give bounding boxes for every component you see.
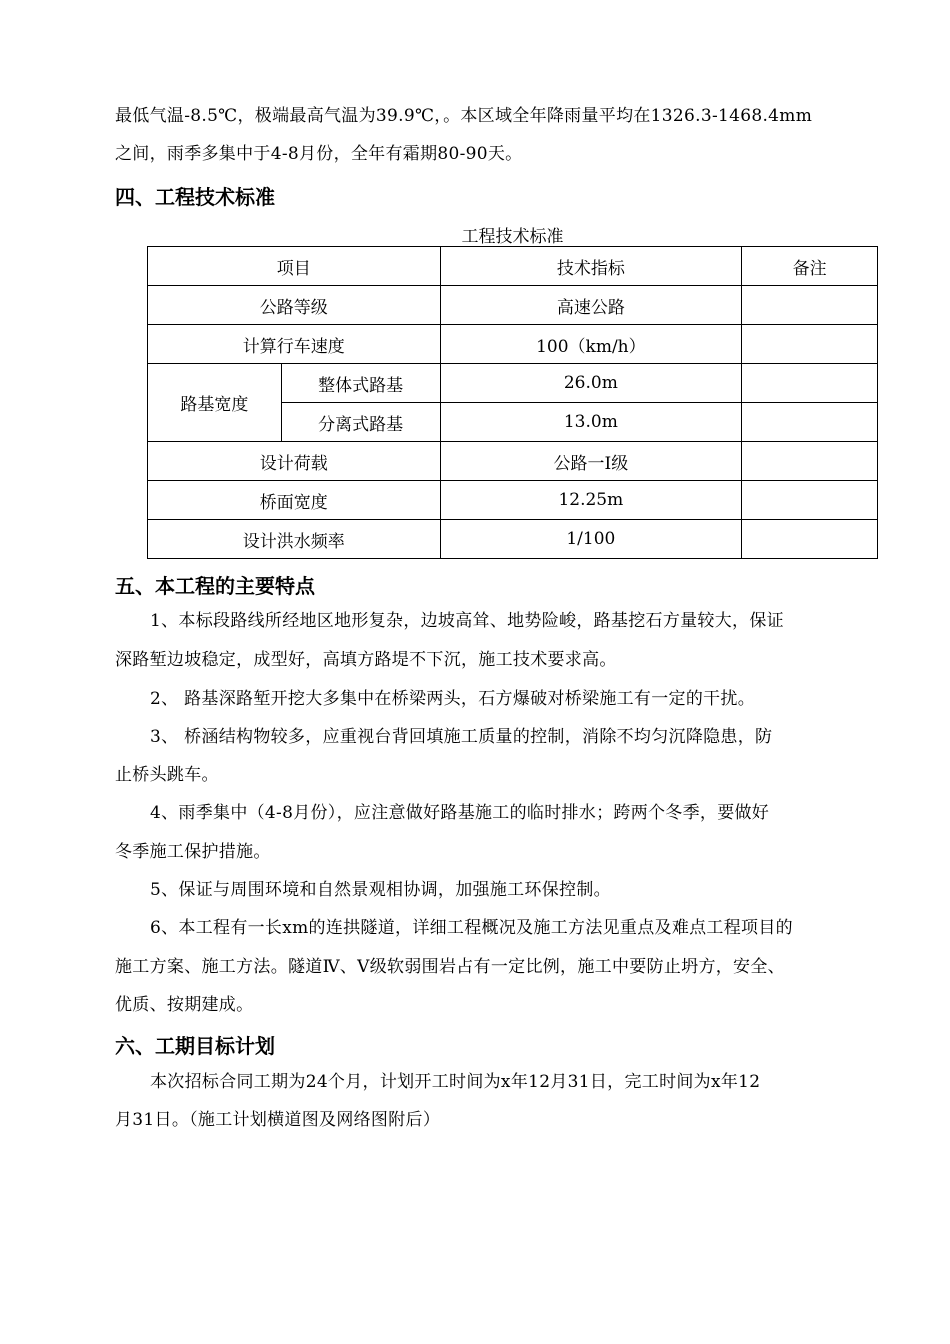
paragraph-line: 本次招标合同工期为24个月，计划开工时间为x年12月31日，完工时间为x年12 [150,1072,761,1092]
table-cell-note [742,286,878,325]
table-row [148,325,878,364]
table-cell-value: 公路一Ⅰ级 [440,442,742,481]
section-heading: 四、工程技术标准 [115,185,275,209]
table-cell-subitem: 分离式路基 [281,403,440,442]
table-cell-note [742,325,878,364]
paragraph-line: 6、本工程有一长xm的连拱隧道，详细工程概况及施工方法见重点及难点工程项目的 [150,918,793,938]
table-row [148,364,878,403]
table-cell-value: 100（km/h） [440,325,742,364]
table-cell-item: 桥面宽度 [148,481,441,520]
table-cell-item: 路基宽度 [148,364,282,442]
paragraph-line: 冬季施工保护措施。 [115,842,271,862]
section-heading: 六、工期目标计划 [115,1034,275,1058]
paragraph-line: 4、雨季集中（4-8月份），应注意做好路基施工的临时排水；跨两个冬季，要做好 [150,803,770,823]
table-cell-item: 设计荷载 [148,442,441,481]
table-cell-note [742,403,878,442]
table-cell-subitem: 整体式路基 [281,364,440,403]
table-cell-note [742,481,878,520]
paragraph-line: 2、 路基深路堑开挖大多集中在桥梁两头，石方爆破对桥梁施工有一定的干扰。 [150,689,756,709]
paragraph-line: 3、 桥涵结构物较多，应重视台背回填施工质量的控制，消除不均匀沉降隐患，防 [150,727,773,747]
table-cell-note [742,520,878,559]
table-cell-value: 1/100 [440,520,742,559]
paragraph-line: 深路堑边坡稳定，成型好，高填方路堤不下沉，施工技术要求高。 [115,650,617,670]
table-caption: 工程技术标准 [461,227,564,247]
table-cell-value: 13.0m [440,403,742,442]
paragraph-line: 1、本标段路线所经地区地形复杂，边坡高耸、地势险峻，路基挖石方量较大，保证 [150,611,784,631]
paragraph-line: 5、保证与周围环境和自然景观相协调，加强施工环保控制。 [150,880,611,900]
table-cell-value: 26.0m [440,364,742,403]
table-row [148,286,878,325]
table-header-cell: 项目 [148,247,441,286]
table-cell-item: 公路等级 [148,286,441,325]
table-row [148,481,878,520]
table-header-cell: 备注 [742,247,878,286]
table-cell-item: 计算行车速度 [148,325,441,364]
spec-table [147,246,878,559]
paragraph-line: 优质、按期建成。 [115,995,254,1015]
table-header-cell: 技术指标 [440,247,742,286]
paragraph-line: 施工方案、施工方法。隧道Ⅳ、Ⅴ级软弱围岩占有一定比例，施工中要防止坍方，安全、 [115,957,785,977]
table-cell-item: 设计洪水频率 [148,520,441,559]
section-heading: 五、本工程的主要特点 [115,574,315,598]
paragraph-line: 止桥头跳车。 [115,765,219,785]
table-cell-value: 高速公路 [440,286,742,325]
table-row [148,520,878,559]
table-header-row [148,247,878,286]
table-cell-note [742,442,878,481]
table-cell-note [742,364,878,403]
table-row [148,442,878,481]
table-cell-value: 12.25m [440,481,742,520]
paragraph-line: 月31日。（施工计划横道图及网络图附后） [115,1110,441,1130]
paragraph-line: 之间，雨季多集中于4-8月份，全年有霜期80-90天。 [115,144,523,164]
paragraph-line: 最低气温-8.5℃，极端最高气温为39.9℃，。本区域全年降雨量平均在1326.3-1468.4mm [115,106,813,126]
